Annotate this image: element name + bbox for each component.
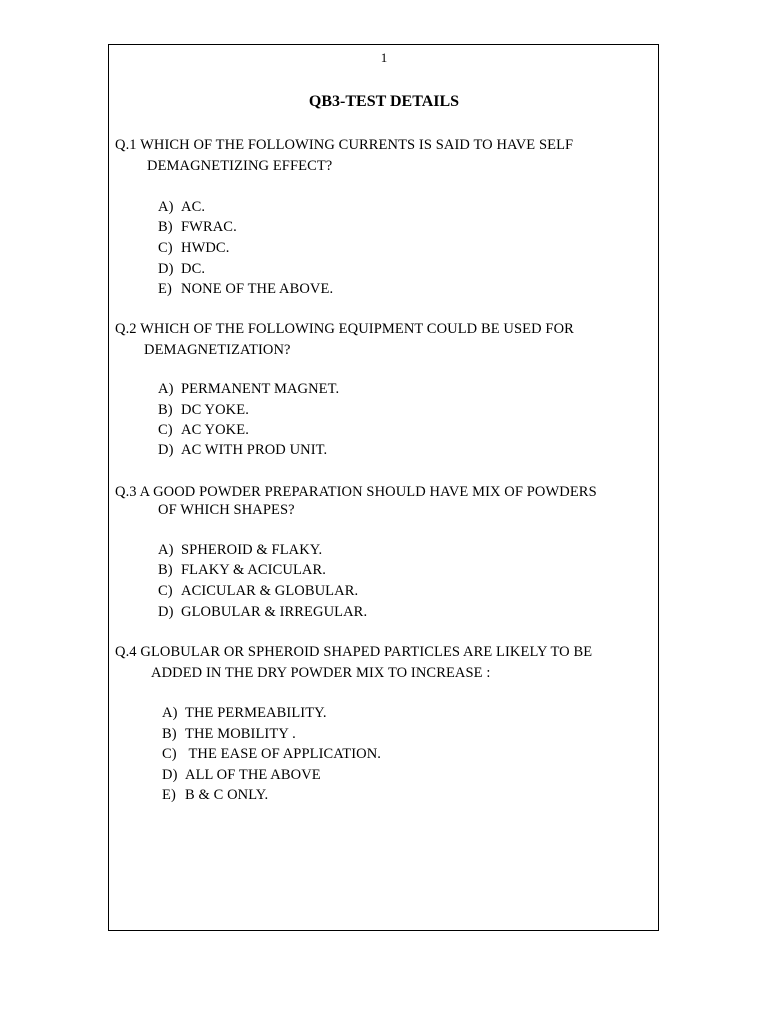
question-2-option-a — [158, 381, 339, 398]
option-letter: D) — [162, 767, 178, 783]
option-text: AC WITH PROD UNIT. — [181, 442, 328, 458]
option-text: ACICULAR & GLOBULAR. — [181, 583, 359, 599]
option-text: AC YOKE. — [181, 422, 249, 438]
question-4-option-b — [162, 726, 296, 743]
question-3-line-2: OF WHICH SHAPES? — [158, 502, 295, 518]
option-letter: E) — [162, 787, 176, 803]
option-letter: E) — [158, 281, 172, 297]
option-text: PERMANENT MAGNET. — [181, 381, 340, 397]
question-4-option-d — [162, 767, 321, 784]
option-text: THE EASE OF APPLICATION. — [185, 746, 381, 762]
option-letter: B) — [158, 219, 173, 235]
option-text: NONE OF THE ABOVE. — [181, 281, 334, 297]
option-letter: D) — [158, 261, 174, 277]
option-text: ALL OF THE ABOVE — [185, 767, 321, 783]
option-text: AC. — [181, 199, 206, 215]
question-4-option-c — [162, 746, 381, 763]
option-text: B & C ONLY. — [185, 787, 269, 803]
option-text: GLOBULAR & IRREGULAR. — [181, 604, 368, 620]
option-letter: A) — [158, 199, 174, 215]
question-2-option-c — [158, 422, 249, 439]
option-letter: A) — [158, 542, 174, 558]
option-letter: C) — [158, 583, 173, 599]
question-4-line-2: ADDED IN THE DRY POWDER MIX TO INCREASE : — [151, 665, 491, 681]
option-text: DC. — [181, 261, 206, 277]
question-2-option-d — [158, 442, 327, 459]
question-3-option-b — [158, 562, 326, 579]
option-text: SPHEROID & FLAKY. — [181, 542, 323, 558]
question-1-line-1: Q.1 WHICH OF THE FOLLOWING CURRENTS IS SAID TO HAVE SELF — [115, 137, 574, 153]
question-1-option-c — [158, 240, 229, 257]
option-letter: C) — [158, 422, 173, 438]
question-1-option-e — [158, 281, 333, 298]
question-3-option-c — [158, 583, 358, 600]
option-letter: A) — [158, 381, 174, 397]
page-title: QB3-TEST DETAILS — [308, 93, 460, 110]
question-1-option-a — [158, 199, 205, 216]
option-letter: B) — [158, 562, 173, 578]
option-text: FLAKY & ACICULAR. — [181, 562, 326, 578]
option-letter: D) — [158, 442, 174, 458]
option-letter: B) — [158, 402, 173, 418]
question-4-option-e — [162, 787, 268, 804]
option-text: HWDC. — [181, 240, 230, 256]
question-3-line-1: Q.3 A GOOD POWDER PREPARATION SHOULD HAVE MIX OF POWDERS — [115, 484, 597, 500]
option-letter: C) — [162, 746, 177, 762]
option-text: FWRAC. — [181, 219, 237, 235]
option-text: DC YOKE. — [181, 402, 249, 418]
option-letter: A) — [162, 705, 178, 721]
option-letter: B) — [162, 726, 177, 742]
option-text: THE PERMEABILITY. — [185, 705, 327, 721]
question-3-option-a — [158, 542, 322, 559]
question-1-option-b — [158, 219, 237, 236]
page-number: 1 — [380, 50, 388, 65]
option-text: THE MOBILITY . — [185, 726, 296, 742]
question-2-line-1: Q.2 WHICH OF THE FOLLOWING EQUIPMENT COULD BE USED FOR — [115, 321, 574, 337]
question-2-option-b — [158, 402, 249, 419]
question-1-line-2: DEMAGNETIZING EFFECT? — [147, 158, 333, 174]
question-4-line-1: Q.4 GLOBULAR OR SPHEROID SHAPED PARTICLES ARE LIKELY TO BE — [115, 644, 593, 660]
option-letter: D) — [158, 604, 174, 620]
question-3-option-d — [158, 604, 367, 621]
option-letter: C) — [158, 240, 173, 256]
question-1-option-d — [158, 261, 205, 278]
question-2-line-2: DEMAGNETIZATION? — [144, 342, 291, 358]
question-4-option-a — [162, 705, 327, 722]
